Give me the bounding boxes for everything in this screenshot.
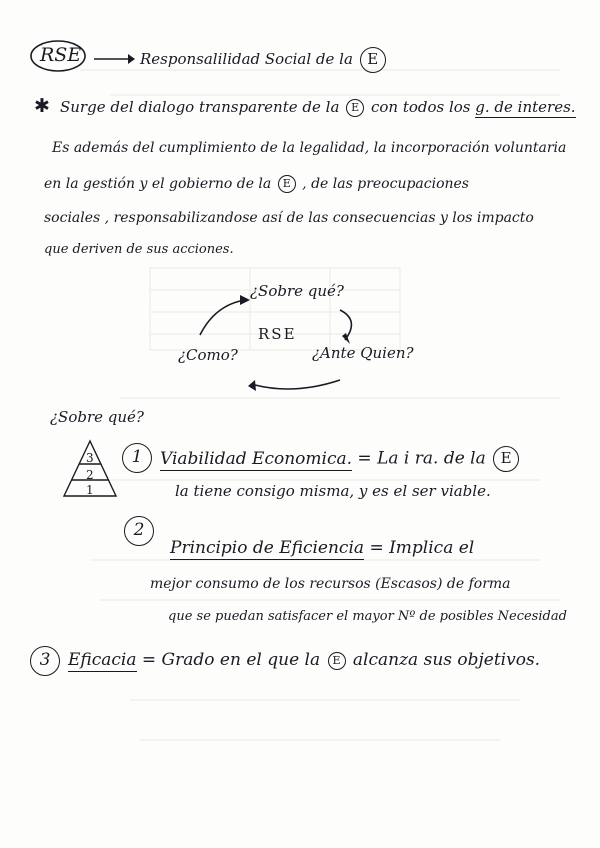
- stakeholders-underlined: g. de interes.: [475, 98, 576, 116]
- entity-circle-icon: E: [493, 446, 519, 472]
- arrow-left-to-top: [200, 300, 245, 335]
- item2-line1: Principio de Eficiencia = Implica el: [170, 538, 475, 558]
- pyramid-level-2: 2: [86, 468, 94, 482]
- asterisk-bullet-icon: ✱: [34, 95, 50, 117]
- paragraph1-line2: Es además del cumplimiento de la legalidad, la incorporación voluntaria: [52, 140, 567, 156]
- header-acronym: RSE: [40, 44, 82, 66]
- section-heading: ¿Sobre qué?: [50, 408, 144, 426]
- item1-line2: la tiene consigo misma, y es el ser viable.: [175, 482, 491, 500]
- arrow-right-to-left: [255, 380, 340, 389]
- cycle-right: ¿Ante Quien?: [312, 344, 414, 362]
- paragraph1-line5: que deriven de sus acciones.: [44, 242, 234, 257]
- item2-line2: mejor consumo de los recursos (Escasos) de forma: [150, 576, 511, 592]
- cycle-left: ¿Como?: [178, 346, 238, 364]
- item3-line: Eficacia = Grado en el que la E alcanza sus objetivos.: [68, 650, 541, 670]
- paragraph1-line4: sociales , responsabilizandose así de las consecuencias y los impacto: [44, 210, 534, 226]
- item2-number: 2: [124, 516, 154, 546]
- arrow-right-icon: [92, 50, 136, 66]
- paragraph1-line1: Surge del dialogo transparente de la E con todos los g. de interes.: [60, 98, 576, 116]
- item2-line3: que se puedan satisfacer el mayor Nº de posibles Necesidad: [168, 609, 567, 624]
- item1-number: 1: [122, 443, 152, 473]
- entity-circle-icon: E: [346, 99, 364, 117]
- item1-line1: Viabilidad Economica. = La i ra. de la E: [160, 446, 521, 472]
- item1-title: Viabilidad Economica.: [160, 448, 353, 469]
- paragraph1-line3: en la gestión y el gobierno de la E , de las preocupaciones: [44, 176, 469, 192]
- pyramid-level-1: 1: [86, 483, 94, 497]
- item3-number: 3: [30, 646, 60, 676]
- entity-circle-icon: E: [278, 175, 296, 193]
- item2-title: Principio de Eficiencia: [170, 538, 365, 558]
- pyramid-level-3: 3: [86, 451, 94, 465]
- entity-circle-icon: E: [328, 652, 346, 670]
- item3-title: Eficacia: [68, 650, 137, 670]
- arrowhead-icon: [240, 295, 250, 305]
- cycle-top: ¿Sobre qué?: [250, 282, 344, 300]
- entity-circle-icon: E: [360, 47, 386, 73]
- arrowhead-icon: [248, 380, 256, 391]
- header-definition: Responsalilidad Social de la E: [140, 47, 388, 73]
- cycle-center: RSE: [258, 325, 297, 343]
